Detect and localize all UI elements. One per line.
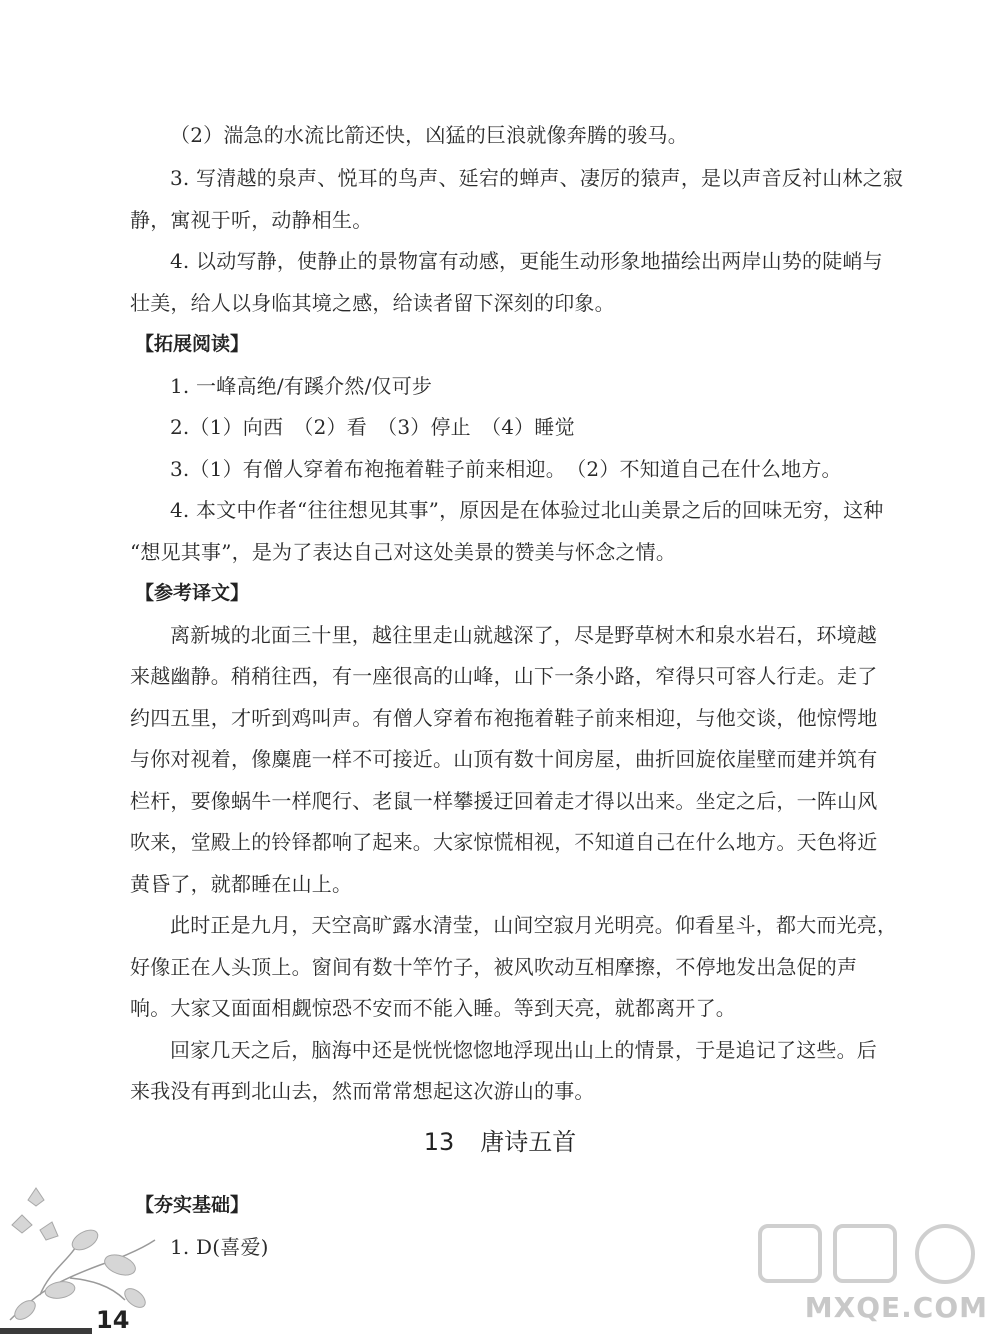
floral-decoration-icon <box>0 1170 160 1330</box>
translation-line: 来我没有再到北山去，然而常常想起这次游山的事。 <box>130 1079 595 1103</box>
translation-line: 来越幽静。稍稍往西，有一座很高的山峰，山下一条小路，窄得只可容人行走。走了 <box>130 664 878 688</box>
translation-line: 与你对视着，像麋鹿一样不可接近。山顶有数十间房屋，曲折回旋依崖壁而建并筑有 <box>130 747 878 771</box>
section-heading-reference-translation: 【参考译文】 <box>135 582 250 604</box>
answer-line: 壮美，给人以身临其境之感，给读者留下深刻的印象。 <box>130 291 615 315</box>
answer-line: 1. 一峰高绝/有蹊介然/仅可步 <box>170 374 433 398</box>
answer-line: 3. 写清越的泉声、悦耳的鸟声、延宕的蝉声、凄厉的猿声，是以声音反衬山林之寂 <box>170 166 904 190</box>
answer-line: 4. 以动写静，使静止的景物富有动感，更能生动形象地描绘出两岸山势的陡峭与 <box>170 249 883 273</box>
answer-line: 静，寓视于听，动静相生。 <box>130 208 373 232</box>
translation-line: 此时正是九月，天空高旷露水清莹，山间空寂月光明亮。仰看星斗，都大而光亮， <box>170 913 898 937</box>
translation-line: 好像正在人头顶上。窗间有数十竿竹子，被风吹动互相摩擦，不停地发出急促的声 <box>130 955 858 979</box>
page-number: 14 <box>96 1306 130 1334</box>
answer-line: 1. D(喜爱) <box>170 1235 269 1259</box>
section-heading-expand-reading: 【拓展阅读】 <box>135 333 250 355</box>
translation-line: 响。大家又面面相觑惊恐不安而不能入睡。等到天亮，就都离开了。 <box>130 996 736 1020</box>
answer-line: （2）湍急的水流比箭还快，凶猛的巨浪就像奔腾的骏马。 <box>170 123 688 147</box>
translation-line: 栏杆，要像蜗牛一样爬行、老鼠一样攀援迂回着走才得以出来。坐定之后，一阵山风 <box>130 789 878 813</box>
watermark-text: MXQE.COM <box>804 1291 988 1324</box>
answer-line: 2.（1）向西 （2）看 （3）停止 （4）睡觉 <box>170 415 575 439</box>
answer-line: “想见其事”，是为了表达自己对这处美景的赞美与怀念之情。 <box>130 540 677 564</box>
translation-line: 约四五里，才听到鸡叫声。有僧人穿着布袍拖着鞋子前来相迎，与他交谈，他惊愕地 <box>130 706 878 730</box>
translation-line: 吹来，堂殿上的铃铎都响了起来。大家惊慌相视，不知道自己在什么地方。天色将近 <box>130 830 878 854</box>
page-number-bar <box>0 1328 92 1334</box>
answer-line: 4. 本文中作者“往往想见其事”，原因是在体验过北山美景之后的回味无穷，这种 <box>170 498 884 522</box>
lesson-title <box>0 1127 1000 1157</box>
lesson-name: 唐诗五首 <box>480 1128 577 1156</box>
answer-line: 3.（1）有僧人穿着布袍拖着鞋子前来相迎。 （2）不知道自己在什么地方。 <box>170 457 842 481</box>
translation-line: 回家几天之后，脑海中还是恍恍惚惚地浮现出山上的情景，于是追记了这些。后 <box>170 1038 877 1062</box>
section-heading-basics: 【夯实基础】 <box>135 1194 250 1216</box>
lesson-number: 13 <box>423 1128 455 1156</box>
translation-line: 黄昏了，就都睡在山上。 <box>130 872 353 896</box>
translation-line: 离新城的北面三十里，越往里走山就越深了，尽是野草树木和泉水岩石，环境越 <box>170 623 877 647</box>
